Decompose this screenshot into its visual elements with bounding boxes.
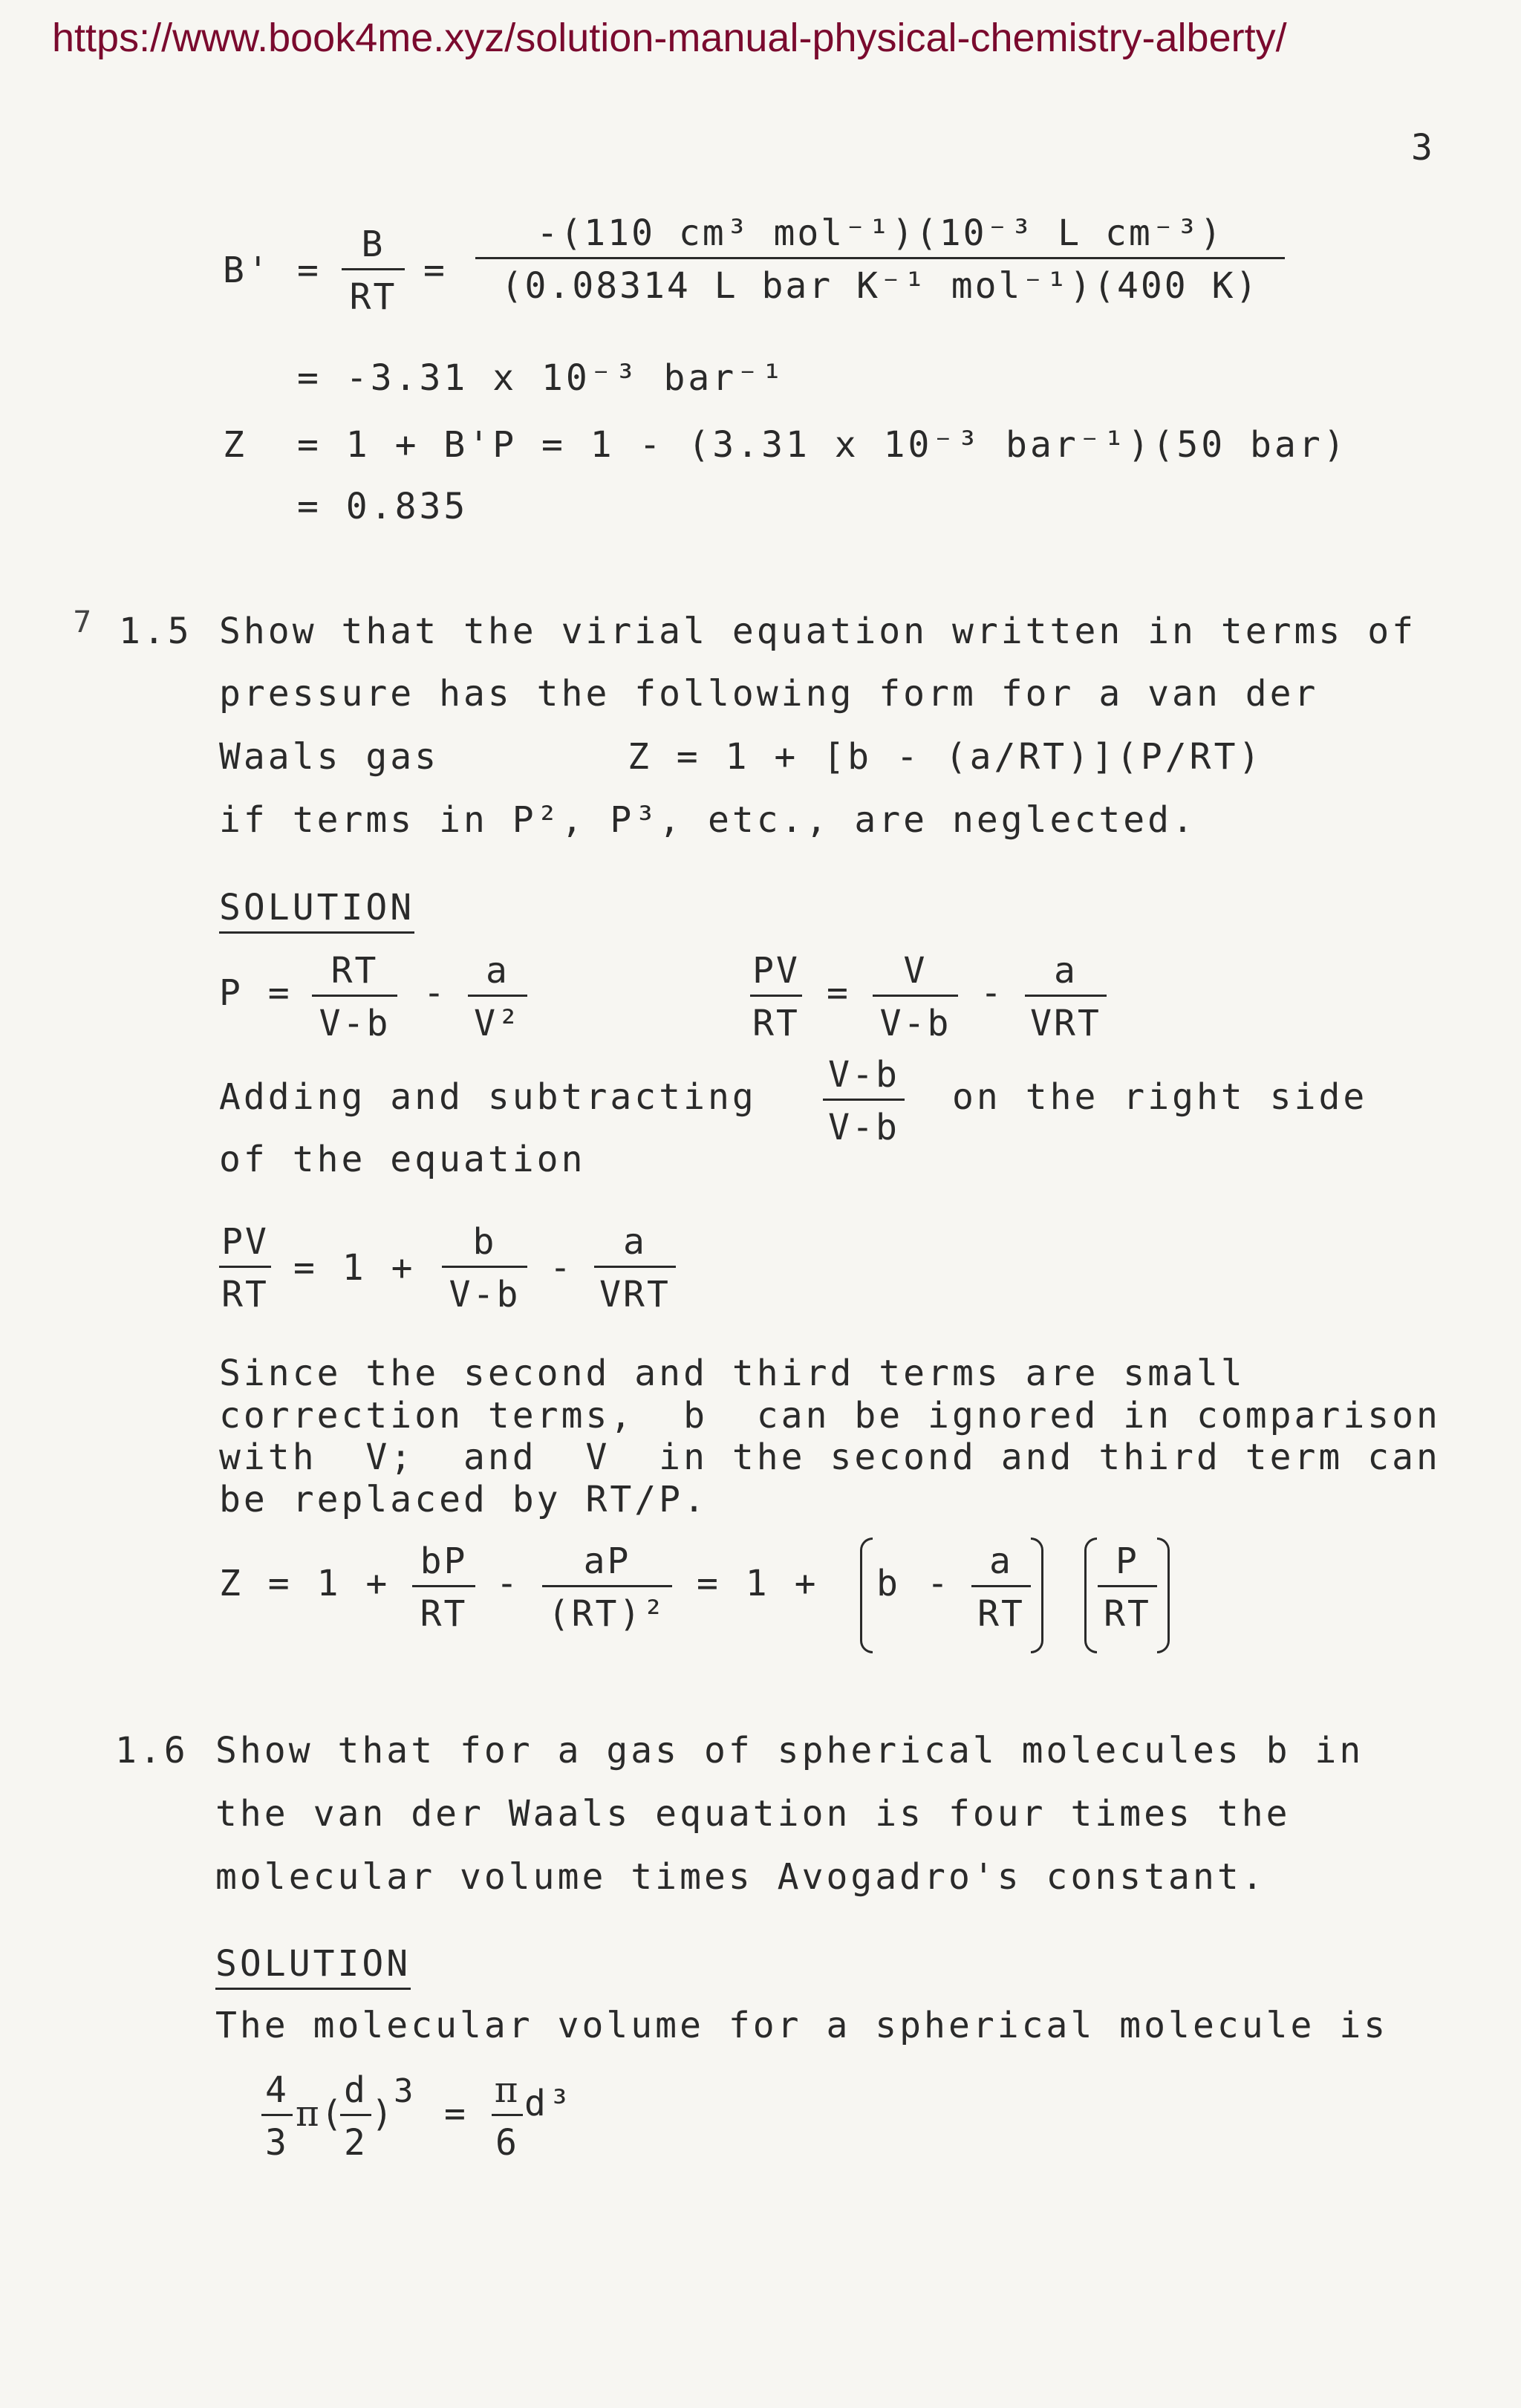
- denominator: 3: [265, 2122, 289, 2164]
- margin-mark: 7: [73, 605, 92, 640]
- solution-text-line: correction terms, b can be ignored in comparison: [219, 1395, 1441, 1436]
- numerator: a: [1054, 950, 1078, 992]
- denominator: (RT)²: [547, 1593, 667, 1635]
- problem-number: 1.6: [115, 1730, 189, 1771]
- fraction-b-over-rt: [342, 224, 405, 318]
- minus-sign: -: [423, 972, 448, 1014]
- problem-text-line: the van der Waals equation is four times the: [215, 1793, 1291, 1835]
- denominator: V²: [474, 1003, 521, 1044]
- b-term: b: [876, 1563, 901, 1604]
- equals-one-plus: = 1 +: [293, 1247, 416, 1289]
- denominator: VRT: [1030, 1003, 1101, 1044]
- numerator: PV: [221, 1221, 269, 1263]
- denominator: (0.08314 L bar K⁻¹ mol⁻¹)(400 K): [501, 265, 1260, 307]
- problem-text-line: Waals gas: [219, 736, 440, 778]
- denominator: RT: [1104, 1593, 1151, 1635]
- right-paren: [1031, 1537, 1043, 1653]
- right-paren: [1157, 1537, 1170, 1653]
- denominator: V-b: [828, 1107, 899, 1148]
- solution-heading: SOLUTION: [215, 1943, 411, 1990]
- left-paren: [1084, 1537, 1097, 1653]
- fraction-pv-over-rt: [219, 1221, 271, 1315]
- denominator: RT: [349, 276, 397, 318]
- numerator: b: [472, 1221, 497, 1263]
- bprime-result: = -3.31 x 10⁻³ bar⁻¹: [297, 357, 786, 399]
- solution-text-line: with V; and V in the second and third term can: [219, 1436, 1441, 1478]
- numerator: RT: [330, 950, 379, 992]
- minus-sign: -: [496, 1563, 521, 1604]
- fraction-vmb-over-vmb: [823, 1054, 905, 1148]
- fraction-rt-over-vmb: [312, 950, 397, 1044]
- numerator: a: [486, 950, 509, 992]
- fraction-four-thirds: [261, 2069, 293, 2164]
- fraction-pv-over-rt: [750, 950, 802, 1044]
- d-cubed: d³: [524, 2083, 573, 2124]
- problem-number: 1.5: [119, 611, 192, 652]
- solution-text-line: be replaced by RT/P.: [219, 1479, 708, 1520]
- fraction-p-over-rt: [1098, 1540, 1157, 1635]
- solution-text-line: on the right side: [952, 1076, 1368, 1118]
- numerator: B: [361, 224, 385, 265]
- problem-text-line: if terms in P², P³, etc., are neglected.: [219, 799, 1196, 841]
- numerator: PV: [752, 950, 800, 992]
- numerator: P: [1115, 1540, 1139, 1582]
- solution-text-line: The molecular volume for a spherical molecule is: [215, 2005, 1389, 2046]
- numerator: d: [344, 2069, 368, 2111]
- fraction-v-over-vmb: [873, 950, 958, 1044]
- fraction-a-over-vrt: [594, 1221, 676, 1315]
- z-result: = 0.835: [297, 486, 469, 527]
- denominator: V-b: [879, 1003, 951, 1044]
- denominator: RT: [752, 1003, 800, 1044]
- problem-text-line: Show that for a gas of spherical molecules b in: [215, 1730, 1364, 1771]
- problem-text-line: molecular volume times Avogadro's constant.: [215, 1856, 1266, 1898]
- denominator: 2: [344, 2122, 368, 2164]
- bprime-lhs: B': [223, 250, 272, 291]
- solution-text-line: Since the second and third terms are small: [219, 1353, 1245, 1394]
- fraction-d-over-two: [340, 2069, 371, 2164]
- denominator: V-b: [449, 1274, 521, 1315]
- numerator: a: [989, 1540, 1013, 1582]
- fraction-b-over-vmb: [442, 1221, 527, 1315]
- p-lhs: P =: [219, 972, 293, 1014]
- fraction-bp-over-rt: [412, 1540, 475, 1635]
- z-lhs: Z = 1 +: [219, 1563, 391, 1604]
- fraction-a-over-vrt: [1025, 950, 1107, 1044]
- pi-symbol: π: [296, 2093, 322, 2135]
- exponent: 3: [394, 2072, 414, 2110]
- fraction-a-over-rt: [971, 1540, 1031, 1635]
- denominator: VRT: [599, 1274, 671, 1315]
- equals-sign: =: [297, 250, 322, 291]
- solution-text-line: Adding and subtracting: [219, 1076, 757, 1118]
- minus-sign: -: [550, 1247, 574, 1289]
- fraction-ap-over-rt-squared: [542, 1540, 672, 1635]
- numerator: π: [494, 2069, 521, 2111]
- page-number: 3: [1411, 127, 1436, 169]
- solution-text-line: of the equation: [219, 1139, 586, 1180]
- left-paren: [860, 1537, 873, 1653]
- virial-equation: Z = 1 + [b - (a/RT)](P/RT): [628, 736, 1263, 778]
- problem-text-line: Show that the virial equation written in terms of: [219, 611, 1417, 652]
- numerator: -(110 cm³ mol⁻¹)(10⁻³ L cm⁻³): [536, 212, 1224, 254]
- equals-sign: =: [444, 2093, 469, 2135]
- fraction-a-over-v2: [468, 950, 527, 1044]
- denominator: 6: [495, 2122, 519, 2164]
- numerator: a: [623, 1221, 647, 1263]
- numerator: bP: [420, 1540, 468, 1582]
- solution-heading: SOLUTION: [219, 887, 414, 934]
- numerator: 4: [265, 2069, 289, 2111]
- numerator: V-b: [828, 1054, 899, 1096]
- minus-sign: -: [980, 972, 1005, 1014]
- numerator: V: [903, 950, 928, 992]
- fraction-pi-over-six: [492, 2069, 523, 2164]
- fraction-bprime-value: [475, 212, 1285, 307]
- source-url[interactable]: https://www.book4me.xyz/solution-manual-physical-chemistry-alberty/: [52, 16, 1287, 60]
- denominator: RT: [420, 1593, 468, 1635]
- equals-sign: =: [423, 250, 448, 291]
- denominator: V-b: [319, 1003, 391, 1044]
- minus-sign: -: [927, 1563, 951, 1604]
- problem-text-line: pressure has the following form for a van der: [219, 673, 1319, 715]
- equals-sign: =: [827, 972, 851, 1014]
- numerator: aP: [583, 1540, 631, 1582]
- z-lhs: Z: [223, 424, 247, 466]
- z-calculation: = 1 + B'P = 1 - (3.31 x 10⁻³ bar⁻¹)(50 bar): [297, 424, 1348, 466]
- equals-one-plus: = 1 +: [697, 1563, 819, 1604]
- denominator: RT: [977, 1593, 1025, 1635]
- denominator: RT: [221, 1274, 269, 1315]
